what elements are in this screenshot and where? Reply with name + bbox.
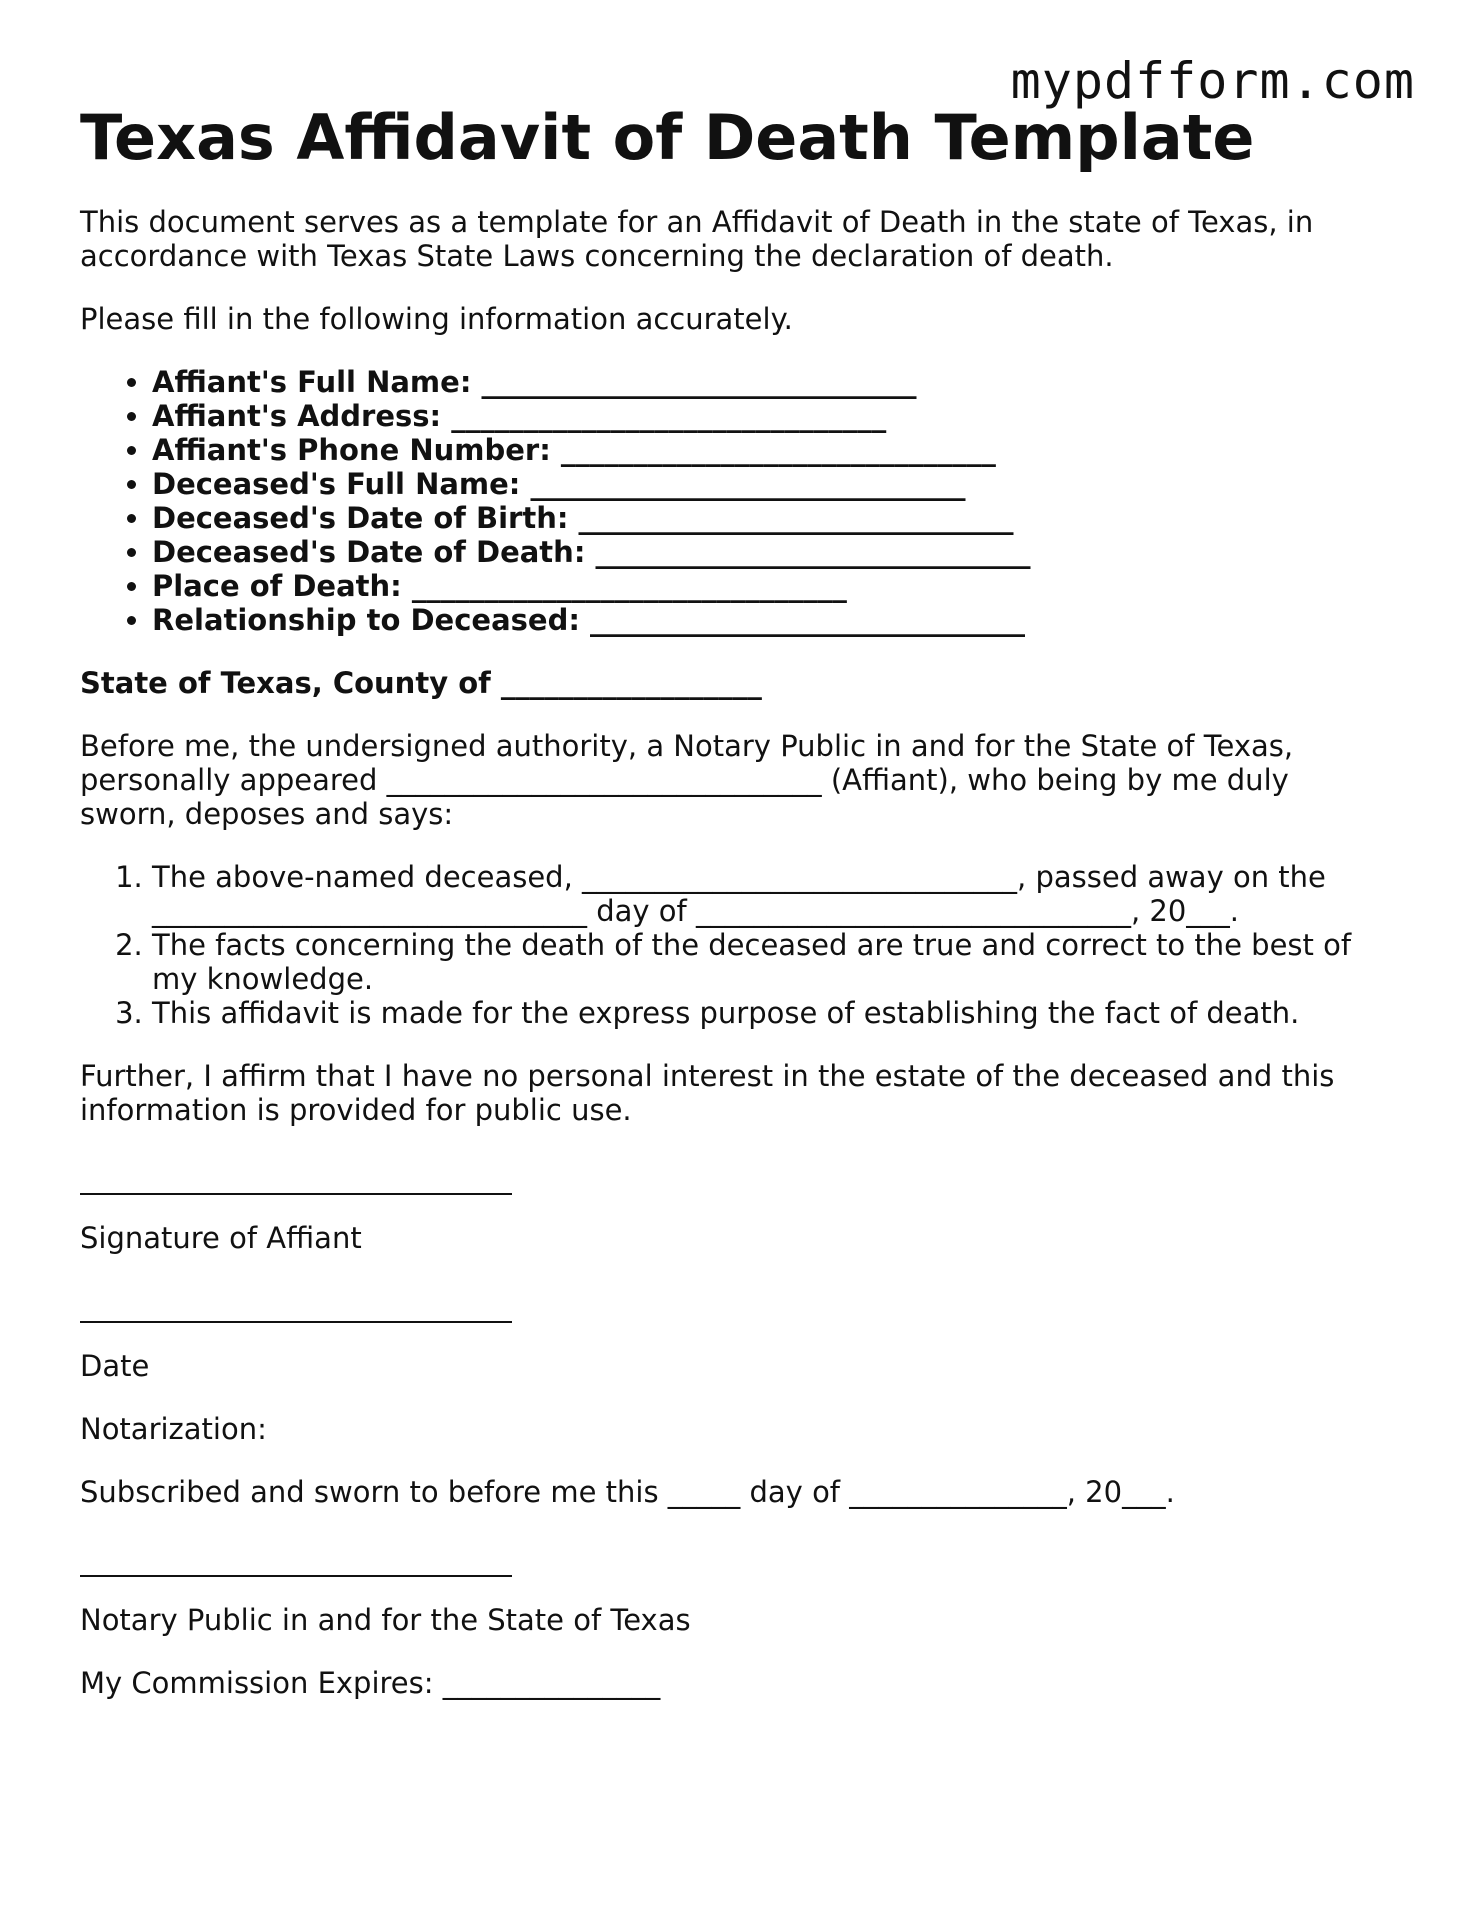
- field-deceased-dod: • Deceased's Date of Death: ______________________________: [152, 535, 1380, 569]
- intro-paragraph: This document serves as a template for an Affidavit of Death in the state of Texas, in accordance with Texas State Laws concerning the declaration of death.: [80, 205, 1314, 273]
- date-line: [80, 1321, 512, 1323]
- fill-instruction: Please fill in the following information accurately.: [80, 302, 793, 336]
- notarization-label: Notarization:: [80, 1412, 267, 1446]
- notary-signature-line: [80, 1575, 512, 1577]
- notary-caption: Notary Public in and for the State of Texas: [80, 1603, 691, 1637]
- statement-item: 2. The facts concerning the death of the deceased are true and correct to the best of my knowledge.: [152, 928, 1380, 996]
- field-affiant-phone: • Affiant's Phone Number: ______________________________: [152, 433, 1380, 467]
- before-me-paragraph: Before me, the undersigned authority, a Notary Public in and for the State of Texas, personally appeared ______________________________ (Affiant), who being by me duly sworn, deposes and says:: [80, 729, 1294, 831]
- statement-item: 3. This affidavit is made for the express purpose of establishing the fact of death.: [152, 996, 1380, 1030]
- county-line: State of Texas, County of __________________: [80, 666, 762, 700]
- page-title: Texas Affidavit of Death Template: [80, 101, 1255, 174]
- subscribed-line: Subscribed and sworn to before me this _____ day of _______________, 20___.: [80, 1475, 1175, 1509]
- signature-caption: Signature of Affiant: [80, 1221, 362, 1255]
- further-paragraph: Further, I affirm that I have no personal interest in the estate of the deceased and this information is provided for public use.: [80, 1059, 1335, 1127]
- field-deceased-dob: • Deceased's Date of Birth: ______________________________: [152, 501, 1380, 535]
- document-page: [80, 100, 1380, 1700]
- statement-list: [80, 860, 1380, 1030]
- field-relationship: • Relationship to Deceased: ______________________________: [152, 603, 1380, 637]
- field-affiant-full-name: • Affiant's Full Name: ______________________________: [152, 365, 1380, 399]
- field-place-of-death: • Place of Death: ______________________________: [152, 569, 1380, 603]
- affiant-signature-line: [80, 1193, 512, 1195]
- commission-expires-line: My Commission Expires: _______________: [80, 1666, 661, 1700]
- field-deceased-full-name: • Deceased's Full Name: ______________________________: [152, 467, 1380, 501]
- statement-item: 1. The above-named deceased, ______________________________, passed away on the ______________________________ day of ______________________________, 20___.: [152, 860, 1380, 928]
- date-caption: Date: [80, 1349, 150, 1383]
- info-field-list: [80, 365, 1380, 637]
- watermark: mypdfform.com: [1010, 52, 1415, 110]
- field-affiant-address: • Affiant's Address: ______________________________: [152, 399, 1380, 433]
